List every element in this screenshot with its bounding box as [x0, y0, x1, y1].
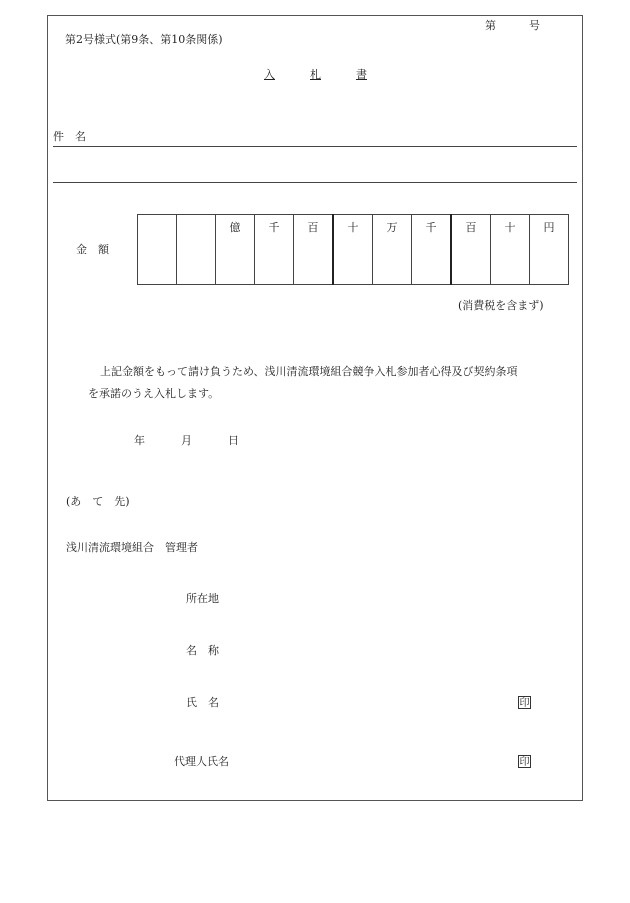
amount-label: 金 額	[76, 243, 109, 256]
title-char-3: 書	[356, 68, 367, 81]
date-year: 年	[134, 434, 145, 447]
date-line	[134, 435, 239, 446]
amount-grid	[137, 214, 569, 285]
subject-line	[53, 146, 577, 147]
statement-body: 上記金額をもって請け負うため、浅川清流環境組合競争入札参加者心得及び契約条項を承諾のうえ入札します。	[88, 365, 518, 400]
amount-cell[interactable]: 百	[294, 215, 334, 285]
amount-cell[interactable]: 十	[491, 215, 530, 285]
amount-cell[interactable]: 億	[216, 215, 255, 285]
title-char-1: 入	[264, 68, 275, 81]
addressee-label: (あ て 先)	[66, 495, 130, 508]
date-day: 日	[228, 434, 239, 447]
subject-line-2	[53, 182, 577, 183]
amount-cell[interactable]: 百	[451, 215, 491, 285]
number-prefix: 第	[485, 19, 496, 32]
agent-name-label: 代理人氏名	[174, 755, 229, 768]
address-label: 所在地	[186, 592, 219, 605]
page-title	[264, 69, 368, 80]
title-char-2: 札	[310, 68, 321, 81]
amount-cell[interactable]	[177, 215, 216, 285]
statement-text	[88, 361, 528, 405]
company-name-label: 名 称	[186, 644, 219, 657]
subject-label: 件 名	[53, 130, 86, 143]
amount-cell[interactable]: 十	[333, 215, 373, 285]
document-number	[485, 17, 540, 33]
tax-note: (消費税を含まず)	[458, 299, 544, 312]
number-suffix: 号	[529, 19, 540, 32]
date-month: 月	[181, 434, 192, 447]
amount-cell[interactable]: 万	[373, 215, 412, 285]
amount-cell[interactable]: 円	[530, 215, 569, 285]
amount-cell[interactable]: 千	[255, 215, 294, 285]
form-frame	[47, 15, 583, 801]
amount-cell[interactable]	[138, 215, 177, 285]
person-name-label: 氏 名	[186, 696, 219, 709]
amount-cell[interactable]: 千	[412, 215, 452, 285]
addressee-org: 浅川清流環境組合 管理者	[66, 541, 198, 554]
agent-seal-mark: 印	[519, 757, 530, 768]
form-label: 第2号様式(第9条、第10条関係)	[65, 33, 223, 46]
seal-mark: 印	[519, 698, 530, 709]
